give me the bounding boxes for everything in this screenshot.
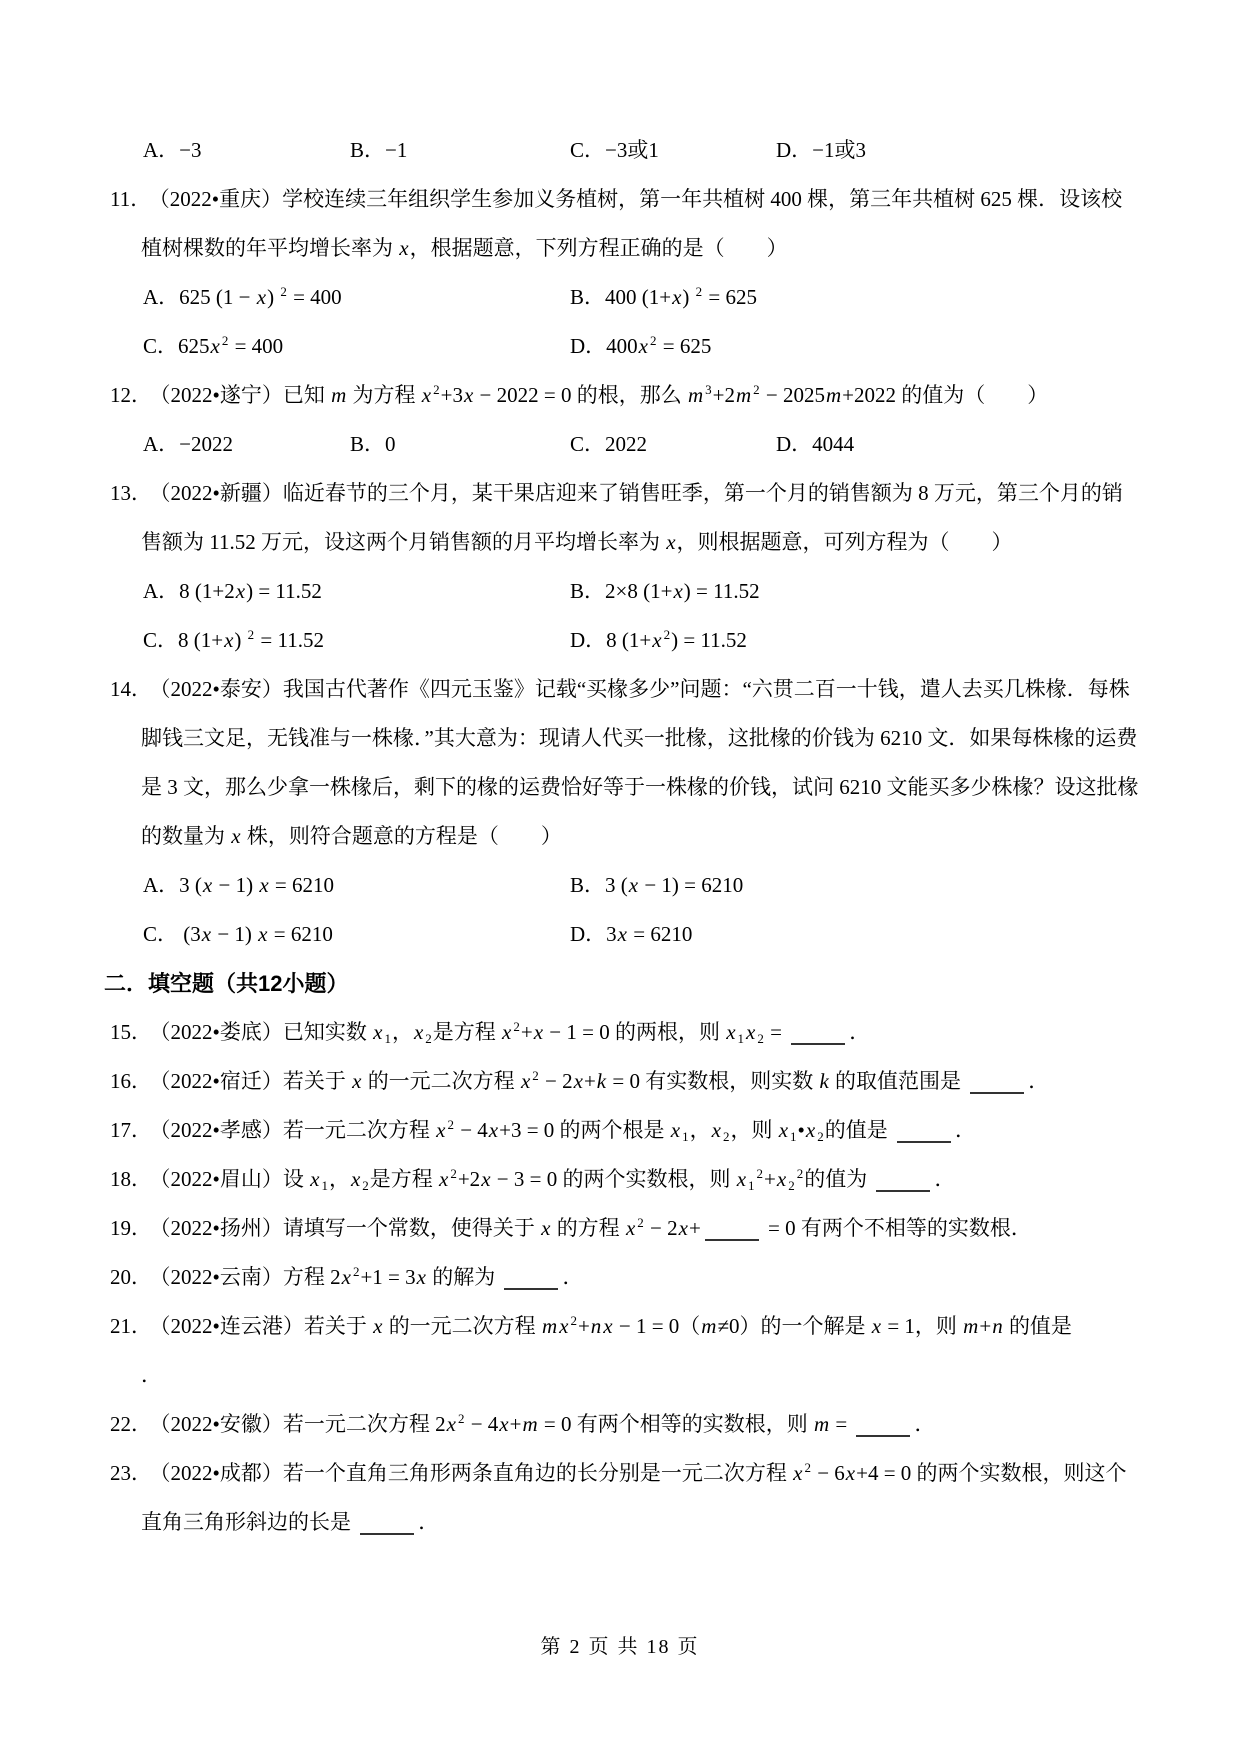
math-variable: x xyxy=(776,1167,787,1191)
math-sub: 1 xyxy=(737,1031,745,1046)
option-C: C．625x $^2$ = 400 xyxy=(143,333,284,358)
question-23: 23． （2022•成都）若一个直角三角形两条直角边的长分别是一元二次方程 x $^2$ − 6x+4 = 0 的两个实数根，则这个直角三角形斜边的长是 ． xyxy=(110,1460,1127,1534)
math-variable: x xyxy=(638,334,648,358)
option-C: C．−3或1 xyxy=(570,138,659,162)
q11-options-ab xyxy=(0,273,1142,322)
math-variable: x xyxy=(533,1020,544,1044)
option-C: C．2022 xyxy=(570,432,648,456)
section-fill-in-blanks: 二．填空题（共12小题） xyxy=(104,971,349,996)
math-sub: 2 xyxy=(722,1129,730,1144)
math-variable: n xyxy=(590,1314,602,1338)
question-number: 14． xyxy=(110,677,152,701)
answer-blank xyxy=(791,1043,845,1045)
question-16: 16． （2022•宿迁）若关于 x 的一元二次方程 x $^2$ − 2x+k = 0 有实数根，则实数 k 的取值范围是 ． xyxy=(110,1068,1050,1093)
option-B: B．0 xyxy=(350,432,396,456)
q14-options-ab xyxy=(0,861,1142,910)
question-number: 17． xyxy=(110,1118,152,1142)
question-21: 21． （2022•连云港）若关于 x 的一元二次方程 mx $^2$+nx − 1 = 0（m≠0）的一个解是 x = 1，则 m+n 的值是 ． xyxy=(110,1313,1072,1387)
math-sup: 2 xyxy=(695,284,703,299)
math-variable: m xyxy=(522,1412,538,1436)
math-variable: x xyxy=(672,285,682,309)
q11-options-cd xyxy=(0,322,1142,371)
math-variable: x xyxy=(666,530,676,554)
math-sup: 2 xyxy=(457,1411,465,1426)
question-12: 12． （2022•遂宁）已知 m 为方程 x $^2$+3x − 2022 = 0 的根，那么 m $^3$+2m $^2$ − 2025m+2022 的值为（ ） xyxy=(110,382,1049,407)
option-A: A．625 (1 − x) $^2$ = 400 xyxy=(143,284,342,309)
question-13: 13． （2022•新疆）临近春节的三个月，某干果店迎来了销售旺季，第一个月的销售额为 8 万元，第三个月的销售额为 11.52 万元，设这两个月销售额的月平均增长率为 x，则根据题意，可列方程为（ ） xyxy=(110,481,1123,554)
math-variable: x xyxy=(502,1020,512,1044)
option-B: B．−1 xyxy=(350,138,408,162)
option-D: D．4044 xyxy=(776,432,855,456)
math-variable: x xyxy=(488,1118,499,1142)
math-variable: x xyxy=(436,1118,446,1142)
math-variable: x xyxy=(499,1412,509,1436)
math-variable: m xyxy=(541,1314,558,1338)
math-variable: m xyxy=(735,383,752,407)
math-sub: 2 xyxy=(817,1129,824,1144)
question-number: 15． xyxy=(110,1020,152,1044)
math-variable: x xyxy=(793,1461,803,1485)
math-sub: 2 xyxy=(362,1178,369,1193)
math-variable: x xyxy=(625,1216,636,1240)
math-sup: 2 xyxy=(447,1117,454,1132)
option-B: B．400 (1+x) $^2$ = 625 xyxy=(570,284,758,309)
math-sup: 2 xyxy=(756,1166,764,1181)
math-variable: x xyxy=(256,285,267,309)
math-variable: m xyxy=(331,383,347,407)
math-sup: 2 xyxy=(637,1215,644,1230)
math-sup: 2 xyxy=(280,284,287,299)
math-variable: x xyxy=(573,1069,583,1093)
math-sub: 1 xyxy=(748,1178,755,1193)
q10-options xyxy=(0,126,1142,175)
math-variable: x xyxy=(559,1314,569,1338)
math-variable: x xyxy=(421,383,432,407)
math-variable: x xyxy=(259,873,269,897)
math-sup: 2 xyxy=(796,1166,804,1181)
math-sup: 3 xyxy=(705,382,712,397)
math-sup: 2 xyxy=(221,333,229,348)
question-number: 20． xyxy=(110,1265,152,1289)
math-variable: x xyxy=(845,1461,856,1485)
math-variable: n xyxy=(992,1314,1003,1338)
math-variable: x xyxy=(736,1167,747,1191)
math-sup: 2 xyxy=(247,627,255,642)
math-variable: x xyxy=(520,1069,531,1093)
answer-blank xyxy=(705,1239,759,1241)
option-C: C．8 (1+x) $^2$ = 11.52 xyxy=(143,627,324,652)
math-sub: 1 xyxy=(321,1178,328,1193)
math-variable: k xyxy=(819,1069,829,1093)
question-number: 19． xyxy=(110,1216,152,1240)
math-sup: 2 xyxy=(352,1264,360,1279)
q13-options-cd xyxy=(0,616,1142,665)
option-A: A．−3 xyxy=(143,138,202,162)
option-D: D．400x $^2$ = 625 xyxy=(570,333,712,358)
math-variable: m xyxy=(813,1412,830,1436)
math-variable: x xyxy=(439,1167,449,1191)
option-D: D．8 (1+x $^2$) = 11.52 xyxy=(570,627,747,652)
math-variable: x xyxy=(373,1314,383,1338)
math-variable: x xyxy=(778,1118,789,1142)
option-B: B．2×8 (1+x) = 11.52 xyxy=(570,579,760,603)
math-variable: x xyxy=(235,579,246,603)
math-sup: 2 xyxy=(513,1019,520,1034)
question-11: 11． （2022•重庆）学校连续三年组织学生参加义务植树，第一年共植树 400 棵，第三年共植树 625 棵．设该校植树棵数的年平均增长率为 x，根据题意，下列方程正确的是（ ） xyxy=(110,187,1123,260)
math-variable: x xyxy=(413,1020,424,1044)
question-number: 11． xyxy=(110,187,152,211)
math-variable: x xyxy=(463,383,474,407)
option-C: C． (3x − 1) x = 6210 xyxy=(143,922,333,946)
math-variable: x xyxy=(224,628,234,652)
question-14: 14． （2022•泰安）我国古代著作《四元玉鉴》记载“买椽多少”问题：“六贯二百一十钱，遣人去买几株椽．每株脚钱三文足，无钱准与一株椽．”其大意为：现请人代买一批椽，这批椽的价钱为 6210 文．如果每株椽的运费是 3 文，那么少拿一株椽后，剩下的椽的运费恰好等于一株椽的价钱，试问 6210 文能买多少株椽？设这批椽的数量为 x 株，则符合题意的方程是（ ） xyxy=(110,677,1139,848)
math-sup: 2 xyxy=(570,1313,577,1328)
option-A: A．−2022 xyxy=(143,432,234,456)
q12-options xyxy=(0,420,1142,469)
math-sup: 2 xyxy=(433,382,440,397)
math-variable: x xyxy=(210,334,220,358)
math-sub: 1 xyxy=(790,1129,797,1144)
question-number: 12． xyxy=(110,383,152,407)
math-variable: x xyxy=(373,1020,383,1044)
math-sup: 2 xyxy=(753,382,760,397)
math-variable: x xyxy=(805,1118,816,1142)
question-number: 21． xyxy=(110,1314,152,1338)
math-variable: x xyxy=(446,1412,456,1436)
math-variable: x xyxy=(352,1069,362,1093)
question-20: 20． （2022•云南）方程 2x $^2$+1 = 3x 的解为 ． xyxy=(110,1264,584,1289)
option-D: D．−1或3 xyxy=(776,138,867,162)
math-sub: 2 xyxy=(425,1031,432,1046)
math-variable: x xyxy=(201,922,212,946)
answer-blank xyxy=(897,1141,951,1143)
math-sup: 2 xyxy=(450,1166,457,1181)
question-number: 13． xyxy=(110,481,152,505)
option-B: B．3 (x − 1) = 6210 xyxy=(570,873,744,897)
math-variable: x xyxy=(603,1314,613,1338)
math-variable: x xyxy=(310,1167,320,1191)
question-number: 22． xyxy=(110,1412,152,1436)
math-variable: k xyxy=(596,1069,607,1093)
math-variable: x xyxy=(202,873,213,897)
math-variable: m xyxy=(687,383,704,407)
question-15: 15． （2022•娄底）已知实数 x $_1$，x $_2$是方程 x $^2$+x − 1 = 0 的两根，则 x $_1$x $_2$ = ． xyxy=(110,1019,871,1046)
math-sup: 2 xyxy=(804,1460,811,1475)
question-number: 23． xyxy=(110,1461,152,1485)
question-number: 18． xyxy=(110,1167,152,1191)
math-sub: 1 xyxy=(682,1129,689,1144)
math-variable: m xyxy=(963,1314,979,1338)
math-variable: x xyxy=(726,1020,736,1044)
math-sub: 1 xyxy=(384,1031,391,1046)
math-variable: x xyxy=(711,1118,721,1142)
math-variable: x xyxy=(617,922,627,946)
question-17: 17． （2022•孝感）若一元二次方程 x $^2$ − 4x+3 = 0 的两个根是 x $_1$，x $_2$，则 x $_1$•x $_2$的值是 ． xyxy=(110,1117,976,1144)
math-variable: x xyxy=(350,1167,361,1191)
math-variable: x xyxy=(258,922,268,946)
math-variable: x xyxy=(481,1167,491,1191)
answer-blank xyxy=(970,1092,1024,1094)
option-A: A．3 (x − 1) x = 6210 xyxy=(143,873,335,897)
math-variable: x xyxy=(670,1118,681,1142)
question-18: 18． （2022•眉山）设 x $_1$，x $_2$是方程 x $^2$+2x − 3 = 0 的两个实数根，则 x $_1^2$+x $_2^2$的值为 ． xyxy=(110,1166,956,1193)
math-variable: x xyxy=(628,873,639,897)
answer-blank xyxy=(856,1435,910,1437)
math-variable: m xyxy=(701,1314,717,1338)
question-number: 16． xyxy=(110,1069,152,1093)
q13-options-ab xyxy=(0,567,1142,616)
math-variable: x xyxy=(416,1265,426,1289)
math-sup: 2 xyxy=(532,1068,539,1083)
document-body xyxy=(0,126,1240,1547)
math-variable: x xyxy=(673,579,683,603)
math-variable: x xyxy=(678,1216,688,1240)
answer-blank xyxy=(876,1190,930,1192)
question-19: 19． （2022•扬州）请填写一个常数，使得关于 x 的方程 x $^2$ − 2x+ = 0 有两个不相等的实数根． xyxy=(110,1215,1032,1240)
math-variable: x xyxy=(341,1265,351,1289)
math-sub: 2 xyxy=(757,1031,764,1046)
page-footer: 第 2 页 共 18 页 xyxy=(540,1636,700,1658)
math-variable: x xyxy=(399,236,409,260)
math-variable: m xyxy=(826,383,842,407)
option-D: D．3x = 6210 xyxy=(570,922,693,946)
math-variable: x xyxy=(541,1216,551,1240)
math-sup: 2 xyxy=(650,333,657,348)
math-sub: 2 xyxy=(788,1178,795,1193)
answer-blank xyxy=(360,1533,414,1535)
q14-options-cd xyxy=(0,910,1142,959)
math-sup: 2 xyxy=(663,627,671,642)
option-A: A．8 (1+2x) = 11.52 xyxy=(143,579,322,603)
math-variable: x xyxy=(871,1314,882,1338)
answer-blank xyxy=(504,1288,558,1290)
question-22: 22． （2022•安徽）若一元二次方程 2x $^2$ − 4x+m = 0 有两个相等的实数根，则 m = ． xyxy=(110,1411,936,1436)
math-variable: x xyxy=(746,1020,756,1044)
math-variable: x xyxy=(231,824,241,848)
math-variable: x xyxy=(652,628,662,652)
